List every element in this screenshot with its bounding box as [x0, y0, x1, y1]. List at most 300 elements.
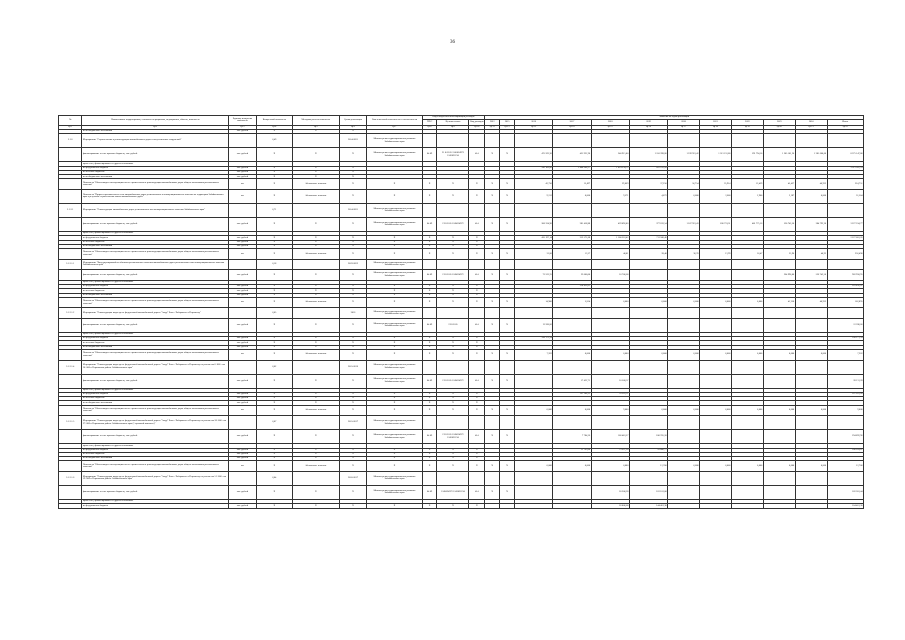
table-cell [553, 318, 591, 332]
table-cell: X [292, 175, 339, 179]
table-cell: X [339, 289, 367, 293]
table-cell: X [367, 240, 422, 244]
table-cell: 2019-2022 [339, 259, 367, 270]
header-cell: Итого [827, 120, 863, 126]
table-cell: X [485, 249, 500, 260]
column-number-cell: гр.18 [700, 125, 732, 129]
table-cell: X [256, 397, 292, 401]
table-row [59, 485, 864, 499]
table-cell: 0,000 [763, 461, 795, 472]
table-cell: 0,000 [591, 350, 629, 361]
table-cell [629, 374, 667, 388]
table-cell: 0,000 [629, 350, 667, 361]
table-cell: X [256, 341, 292, 345]
table-cell: Абсолютное значение [292, 297, 339, 308]
table-cell: кроме того, финансирование из других источников: [82, 332, 229, 336]
table-cell: X [469, 189, 485, 203]
table-cell [700, 134, 732, 148]
table-cell: 36,70 [668, 249, 700, 260]
table-cell: 475 592,20 [515, 148, 553, 162]
table-cell [668, 416, 700, 430]
table-cell: 31,504 [827, 189, 863, 203]
table-cell [515, 360, 553, 374]
table-cell: X [339, 461, 367, 472]
table-cell: 10 700,00 [591, 270, 629, 281]
table-cell [485, 360, 500, 374]
table-cell: X [485, 318, 500, 332]
table-cell: Мероприятие "Реконструкция автомобильных дорог регионального или межмуниципального значения Забайкальского края" [82, 203, 229, 217]
table-cell: 0,71 [256, 203, 292, 217]
table-cell: X [339, 401, 367, 405]
table-cell: X [256, 504, 292, 508]
table-cell: 0,000 [668, 350, 700, 361]
table-cell: из федерального бюджета [82, 448, 229, 452]
table-cell [515, 416, 553, 430]
table-cell: 330 171,54 [827, 337, 863, 341]
table-cell [795, 259, 827, 270]
table-cell: X [256, 148, 292, 162]
table-cell: X [500, 430, 515, 444]
table-cell: 3.1.2.1.4 [59, 360, 82, 374]
table-cell [553, 308, 591, 319]
table-cell: X [422, 189, 437, 203]
table-cell [553, 259, 591, 270]
table-cell: X [422, 392, 437, 396]
table-cell: X [292, 457, 339, 461]
table-cell: тыс. рублей [229, 485, 257, 499]
table-cell: 12 590,66 [515, 318, 553, 332]
table-cell: 04 09 [422, 485, 437, 499]
table-cell: X [367, 401, 422, 405]
table-cell: 56,754 [668, 179, 700, 190]
table-cell: X [422, 452, 437, 456]
table-cell: 1245024972 1242021194 [437, 485, 469, 499]
table-cell [668, 485, 700, 499]
column-number-cell: гр.21 [795, 125, 827, 129]
table-cell: X [367, 179, 422, 190]
table-cell [763, 360, 795, 374]
table-cell [292, 203, 339, 217]
table-cell [668, 374, 700, 388]
table-cell: 213 03 05 1245024972 [437, 217, 469, 231]
table-cell: X [485, 485, 500, 499]
table-cell [795, 430, 827, 444]
table-cell: X [422, 504, 437, 508]
table-cell: 45,437 [763, 179, 795, 190]
table-cell: 0,000 [795, 461, 827, 472]
table-cell: X [469, 289, 485, 293]
table-cell: 14,900 [515, 297, 553, 308]
table-cell [827, 134, 863, 148]
table-cell: 256,490 [827, 249, 863, 260]
table-cell: 41,250 [763, 297, 795, 308]
table-cell: X [339, 374, 367, 388]
table-cell [59, 485, 82, 499]
table-cell: X [469, 341, 485, 345]
table-cell [731, 471, 763, 485]
table-cell: Показатель "Объем ввода в эксплуатацию после строительства и реконструкции автомобильных дорог общего пользования регионального значения" [82, 350, 229, 361]
table-cell: 0,000 [629, 405, 667, 416]
table-cell [485, 308, 500, 319]
table-cell [59, 179, 82, 190]
table-cell: 2015-2016 [339, 360, 367, 374]
table-cell: 12 590,66 [827, 318, 863, 332]
table-cell: X [256, 461, 292, 472]
table-cell: тыс. рублей [229, 397, 257, 401]
column-number-cell: гр.10 [469, 125, 485, 129]
table-cell [515, 308, 553, 319]
table-cell: 0,000 [668, 297, 700, 308]
table-cell: X [339, 236, 367, 240]
table-cell: Показатель "Объем ввода в эксплуатацию после строительства и реконструкции автомобильных дорог общего пользования регионального значения" [82, 249, 229, 260]
table-cell [763, 259, 795, 270]
table-cell: X [469, 397, 485, 401]
table-cell: 212 571,08 [553, 236, 591, 240]
table-cell: 164 461,30 [827, 504, 863, 508]
table-cell: X [292, 217, 339, 231]
table-cell: X [367, 392, 422, 396]
table-cell: X [422, 405, 437, 416]
table-cell: X [256, 374, 292, 388]
table-cell: 35,914 [700, 179, 732, 190]
table-cell: 180 705,20 [629, 430, 667, 444]
table-cell: 1 100 318,42 [591, 236, 629, 240]
column-number-cell: гр.16 [629, 125, 667, 129]
table-cell: 1 014 234,72 [591, 166, 629, 170]
table-cell: 2015-2017 [339, 416, 367, 430]
table-cell: 530 743,50 [763, 217, 795, 231]
table-cell: Министерство территориального развития Забайкальского края [367, 134, 422, 148]
table-cell: тыс. рублей [229, 129, 257, 133]
table-cell: Абсолютное значение [292, 461, 339, 472]
header-cell: 2016 [515, 120, 553, 126]
table-cell [59, 249, 82, 260]
table-cell: 13,439 [731, 179, 763, 190]
table-cell: X [339, 345, 367, 349]
table-cell: из местных бюджетов [82, 240, 229, 244]
table-cell: 9,571 [591, 189, 629, 203]
table-cell: X [500, 405, 515, 416]
table-cell: X [437, 297, 469, 308]
table-cell [515, 504, 553, 508]
column-number-cell: гр.13 [515, 125, 553, 129]
header-cell: Единица измерения показателя [229, 116, 257, 126]
table-cell: 264 990,00 [763, 270, 795, 281]
table-cell: X [500, 217, 515, 231]
table-body [59, 125, 864, 508]
table-cell: 40,93 [795, 249, 827, 260]
table-cell: Абсолютное значение [292, 179, 339, 190]
table-cell: 545 106,00 [515, 166, 553, 170]
table-cell: X [422, 284, 437, 288]
table-cell: 0,000 [731, 297, 763, 308]
table-cell: X [292, 341, 339, 345]
table-cell: 0,000 [795, 405, 827, 416]
table-cell: X [292, 148, 339, 162]
table-cell: Министерство территориального развития Забайкальского края [367, 360, 422, 374]
table-cell [700, 318, 732, 332]
table-cell [763, 374, 795, 388]
table-cell [59, 405, 82, 416]
table-cell: X [256, 448, 292, 452]
table-cell: Министерство территориального развития Забайкальского края [367, 217, 422, 231]
table-cell: тыс. рублей [229, 270, 257, 281]
column-number-cell: гр.11 [485, 125, 500, 129]
table-cell: тыс. рублей [229, 337, 257, 341]
table-cell [469, 308, 485, 319]
table-cell: X [469, 448, 485, 452]
table-cell [795, 203, 827, 217]
table-cell: X [367, 350, 422, 361]
table-cell: X [292, 448, 339, 452]
table-cell [485, 471, 500, 485]
table-cell: X [367, 249, 422, 260]
table-cell: 213 03 05 1245024972 [437, 374, 469, 388]
table-cell: X [469, 293, 485, 297]
table-cell: Абсолютное значение [292, 350, 339, 361]
table-cell: X [339, 485, 367, 499]
table-cell: Министерство территориального развития Забайкальского края [367, 308, 422, 319]
table-cell [437, 134, 469, 148]
table-cell: Министерство территориального развития Забайкальского края [367, 485, 422, 499]
table-cell: X [437, 341, 469, 345]
table-cell: км [229, 461, 257, 472]
table-cell [629, 259, 667, 270]
table-cell: 3.1.2.1.1 [59, 259, 82, 270]
table-cell: 3.1.2.1.2 [59, 308, 82, 319]
table-cell: финансирование за счет краевого бюджета, тыс. рублей [82, 270, 229, 281]
table-cell [700, 360, 732, 374]
table-cell: тыс. рублей [229, 448, 257, 452]
table-cell: 0,000 [763, 350, 795, 361]
table-cell: Министерство территориального развития Забайкальского края [367, 270, 422, 281]
table-cell [59, 297, 82, 308]
table-cell: X [469, 392, 485, 396]
header-cell: 2017 [553, 120, 591, 126]
table-cell: X [292, 129, 339, 133]
table-cell: X [256, 345, 292, 349]
table-cell: 591 794,10 [731, 148, 763, 162]
table-cell [731, 270, 763, 281]
table-cell: 711 580,46 [629, 236, 667, 240]
table-cell: 0,000 [763, 405, 795, 416]
table-cell [500, 203, 515, 217]
table-cell [591, 259, 629, 270]
table-cell: кроме того, финансирование из других источников: [82, 499, 229, 503]
table-cell: 0,000 [515, 461, 553, 472]
table-cell: 414 [469, 485, 485, 499]
table-cell: 2016-2017 [339, 471, 367, 485]
table-cell: X [339, 350, 367, 361]
table-cell [500, 308, 515, 319]
table-row [59, 134, 864, 148]
table-cell: X [500, 179, 515, 190]
column-number-cell: гр.5 [292, 125, 339, 129]
table-cell: 28 131,28 [827, 374, 863, 388]
table-cell: 536 742,50 [795, 270, 827, 281]
table-cell: 40,932 [795, 179, 827, 190]
table-cell: 3.1.2.1.6 [59, 471, 82, 485]
table-cell: X [292, 293, 339, 297]
table-cell: 7 784,26 [553, 430, 591, 444]
table-cell: X [469, 249, 485, 260]
table-cell: X [339, 148, 367, 162]
table-cell: тыс. рублей [229, 217, 257, 231]
table-cell [731, 308, 763, 319]
table-cell [469, 416, 485, 430]
table-cell: X [500, 350, 515, 361]
table-cell: X [367, 297, 422, 308]
table-cell: X [485, 461, 500, 472]
table-cell: Показатель "Объем ввода в эксплуатацию после строительства и реконструкции автомобильных дорог общего пользования регионального значения" [82, 179, 229, 190]
table-cell [229, 259, 257, 270]
table-cell [763, 308, 795, 319]
table-cell [795, 308, 827, 319]
table-cell: из федерального бюджета [82, 236, 229, 240]
table-cell: X [339, 170, 367, 174]
table-cell [668, 270, 700, 281]
table-cell [485, 134, 500, 148]
table-cell: 7,262 [827, 350, 863, 361]
table-cell: X [339, 405, 367, 416]
table-cell: 5,814 [553, 297, 591, 308]
table-cell: X [422, 345, 437, 349]
table-cell [731, 430, 763, 444]
table-cell: тыс. рублей [229, 392, 257, 396]
table-cell: 75 927,20 [591, 448, 629, 452]
table-cell: 0,000 [591, 461, 629, 472]
table-cell: 0,07 [256, 416, 292, 430]
table-cell: X [469, 345, 485, 349]
table-cell [763, 471, 795, 485]
table-cell: X [422, 397, 437, 401]
table-cell: км [229, 297, 257, 308]
table-cell: 106 403,57 [591, 430, 629, 444]
table-cell: 210 456,61 [827, 284, 863, 288]
table-cell [795, 374, 827, 388]
table-cell: X [485, 405, 500, 416]
table-cell: X [485, 297, 500, 308]
table-cell: 0,000 [700, 350, 732, 361]
table-cell [437, 308, 469, 319]
table-cell: 1 305 101,20 [763, 148, 795, 162]
table-cell: X [339, 392, 367, 396]
table-cell: 0,000 [731, 405, 763, 416]
table-cell [731, 203, 763, 217]
table-cell: X [437, 350, 469, 361]
table-cell: из местных бюджетов [82, 341, 229, 345]
table-cell: X [500, 318, 515, 332]
table-cell: 0,000 [591, 297, 629, 308]
table-cell [795, 360, 827, 374]
table-cell [292, 259, 339, 270]
table-cell: X [367, 397, 422, 401]
table-cell: X [339, 175, 367, 179]
table-cell: X [469, 350, 485, 361]
table-cell: Министерство территориального развития Забайкальского края [367, 259, 422, 270]
table-cell [500, 360, 515, 374]
table-cell [700, 485, 732, 499]
table-cell [422, 308, 437, 319]
header-cell: Конкретный показатель [256, 116, 292, 126]
table-cell: X [367, 293, 422, 297]
table-cell [500, 471, 515, 485]
table-cell: X [485, 270, 500, 281]
table-cell: тыс. рублей [229, 457, 257, 461]
table-cell: из внебюджетных источников [82, 457, 229, 461]
table-cell: X [437, 401, 469, 405]
table-row [59, 360, 864, 374]
table-cell: X [292, 392, 339, 396]
table-cell: X [367, 448, 422, 452]
header-group-budget-codes: Коды бюджетной классификации расходов [422, 116, 485, 120]
table-row [59, 217, 864, 231]
table-cell: тыс. рублей [229, 293, 257, 297]
table-cell [437, 416, 469, 430]
table-cell [591, 308, 629, 319]
page-number: 36 [450, 40, 455, 45]
table-cell: финансирование за счет краевого бюджета, тыс. рублей [82, 217, 229, 231]
table-cell: X [339, 318, 367, 332]
table-row [59, 504, 864, 508]
table-cell [700, 430, 732, 444]
table-cell [515, 374, 553, 388]
column-number-cell: гр.22 [827, 125, 863, 129]
table-cell: X [469, 337, 485, 341]
table-cell: 2014-2021 [339, 134, 367, 148]
table-cell [59, 148, 82, 162]
table-cell: X [422, 240, 437, 244]
table-cell: X [422, 179, 437, 190]
table-cell: X [256, 457, 292, 461]
table-cell: X [256, 170, 292, 174]
table-cell: Мероприятие "Ввод мероприятий по объектам регионального значения автомобильных дорог регионального или межмуниципального значения Забайкальского края" [82, 259, 229, 270]
column-number-cell: гр.12 [500, 125, 515, 129]
table-cell [700, 416, 732, 430]
table-cell [668, 134, 700, 148]
table-cell [763, 504, 795, 508]
table-cell: X [339, 430, 367, 444]
table-cell: X [469, 452, 485, 456]
table-cell: X [437, 284, 469, 288]
table-cell [629, 318, 667, 332]
column-number-cell: гр.20 [763, 125, 795, 129]
table-cell: X [256, 289, 292, 293]
table-cell [629, 471, 667, 485]
table-cell [553, 360, 591, 374]
table-cell: из федерального бюджета [82, 166, 229, 170]
table-cell: X [339, 297, 367, 308]
table-cell: 1 107 913,43 [668, 217, 700, 231]
header-cell: 2015 [500, 120, 515, 126]
table-cell: из местных бюджетов [82, 170, 229, 174]
table-cell [795, 485, 827, 499]
table-cell: X [422, 337, 437, 341]
table-cell: X [422, 289, 437, 293]
table-cell: из местных бюджетов [82, 452, 229, 456]
header-cell: Целевая статья [437, 120, 469, 126]
table-cell: X [469, 240, 485, 244]
table-cell: 31,60 [515, 249, 553, 260]
table-cell: тыс. рублей [229, 289, 257, 293]
table-cell [731, 360, 763, 374]
table-cell [827, 203, 863, 217]
table-cell [515, 485, 553, 499]
table-row [59, 374, 864, 388]
program-table-sheet [58, 115, 864, 615]
table-cell [731, 485, 763, 499]
table-cell: X [422, 341, 437, 345]
